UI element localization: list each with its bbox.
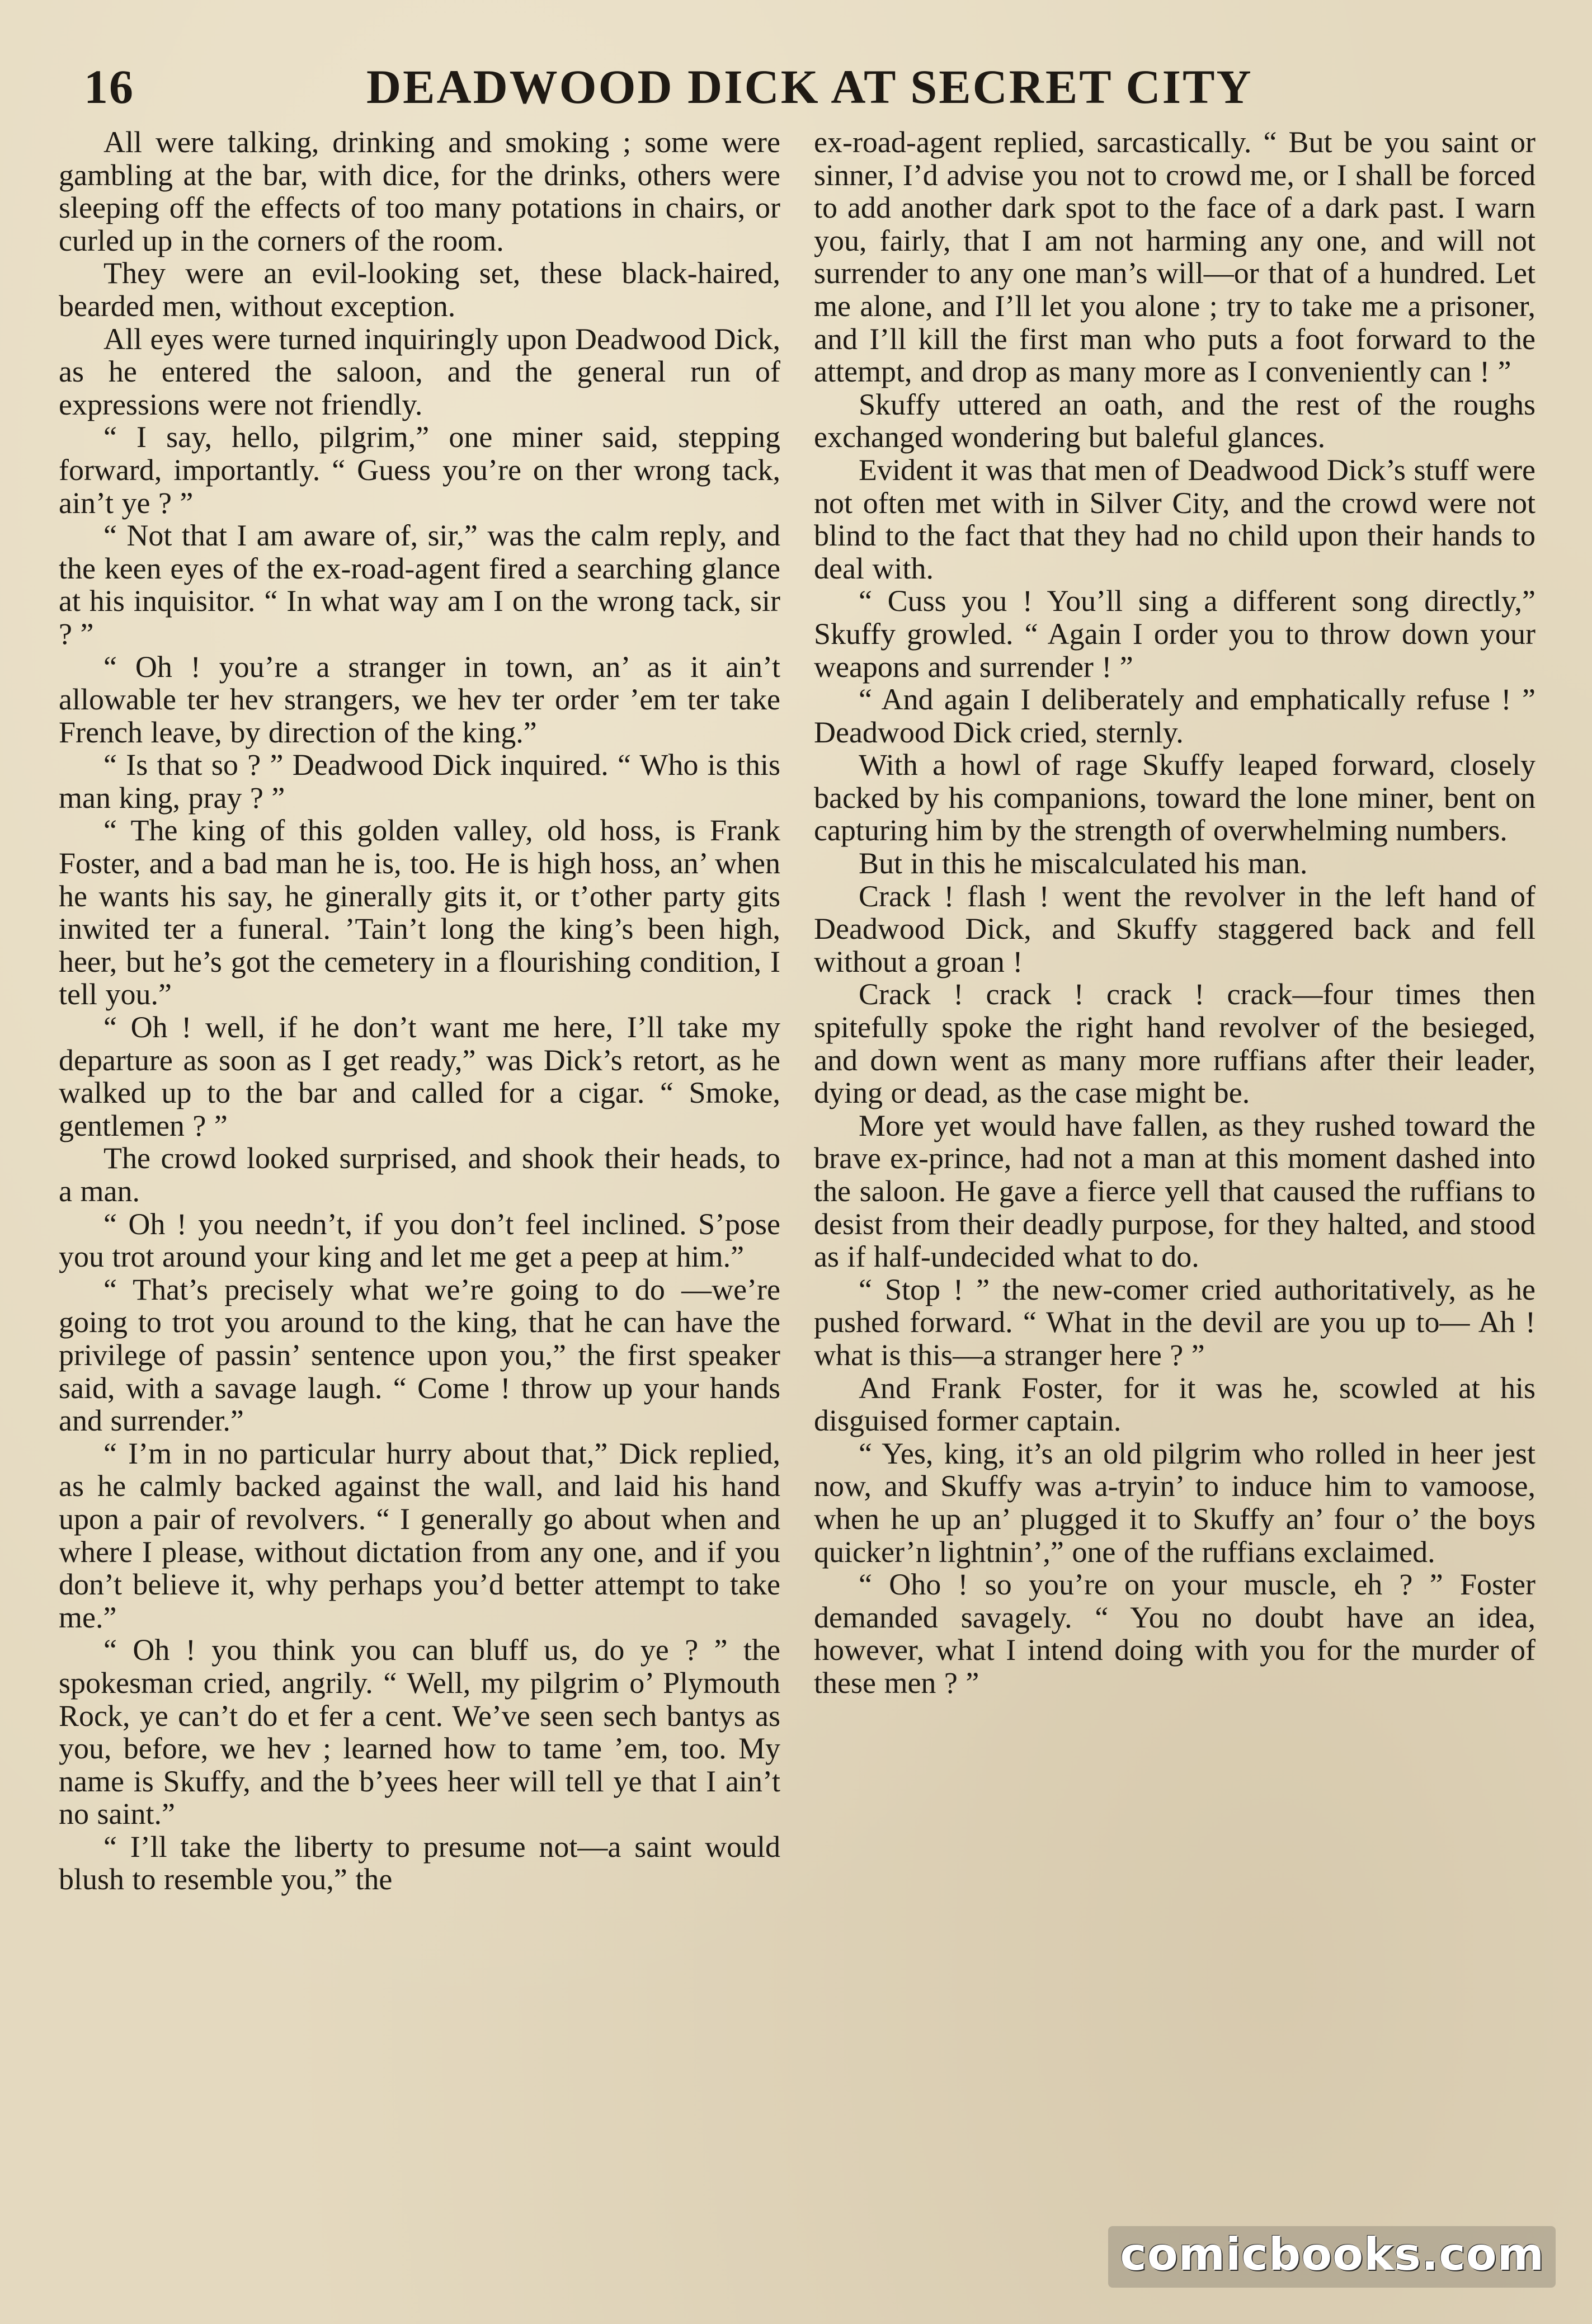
paragraph: “ I say, hello, pilgrim,” one miner said, stepping forward, importantly. “ Guess you’re on ther wrong tack, ain’t ye ? ”: [59, 420, 780, 520]
paragraph: The crowd looked surprised, and shook their heads, to a man.: [59, 1141, 780, 1208]
paragraph: And Frank Foster, for it was he, scowled at his disguised former captain.: [814, 1371, 1536, 1438]
paragraph: They were an evil-looking set, these black-haired, bearded men, without exception.: [59, 256, 780, 323]
paragraph: “ And again I deliberately and emphatically refuse ! ” Deadwood Dick cried, sternly.: [814, 683, 1536, 749]
paragraph: “ Not that I am aware of, sir,” was the calm reply, and the keen eyes of the ex-road-agent fired a searching glance at his inquisitor. “ In what way am I on the wrong tack, sir ? ”: [59, 519, 780, 651]
paragraph: But in this he miscalculated his man.: [859, 846, 1308, 881]
paragraph: Evident it was that men of Deadwood Dick’s stuff were not often met with in Silver City, and the crowd were not blind to the fact that they had no child upon their hands to deal with.: [814, 453, 1536, 585]
paragraph: “ Oh ! well, if he don’t want me here, I’ll take my departure as soon as I get ready,” was Dick’s retort, as he walked up to the bar and called for a cigar. “ Smoke, gentlemen ? ”: [59, 1010, 780, 1142]
paragraph: “ I’m in no particular hurry about that,” Dick replied, as he calmly backed against the wall, and laid his hand upon a pair of revolvers. “ I generally go about when and where I please, without dictation from any one, and if you don’t believe it, why perhaps you’d better attempt to take me.”: [59, 1436, 780, 1634]
watermark: comicbooks.com: [1120, 2228, 1544, 2280]
paragraph: “ Yes, king, it’s an old pilgrim who rolled in heer jest now, and Skuffy was a-tryin’ to induce him to vamoose, when he up an’ plugged it to Skuffy an’ four o’ the boys quicker’n lightnin’,” one of the ruffians exclaimed.: [814, 1436, 1536, 1569]
paragraph: “ Oh ! you think you can bluff us, do ye ? ” the spokesman cried, angrily. “ Well, my pilgrim o’ Plymouth Rock, ye can’t do et fer a cent. We’ve seen sech bantys as you, before, we hev ; learned how to tame ’em, too. My name is Skuffy, and the b’yees heer will tell ye that I ain’t no saint.”: [59, 1633, 780, 1831]
paragraph: With a howl of rage Skuffy leaped forward, closely backed by his companions, toward the lone miner, bent on capturing him by the strength of overwhelming numbers.: [814, 748, 1536, 848]
paragraph: “ The king of this golden valley, old hoss, is Frank Foster, and a bad man he is, too. He is high hoss, an’ when he wants his say, he ginerally gits it, or t’other party gits inwited ter a funeral. ’Tain’t long the king’s been high, heer, but he’s got the cemetery in a flourishing condition, I tell you.”: [59, 813, 780, 1012]
paragraph: “ I’ll take the liberty to presume not—a saint would blush to resemble you,” the: [59, 1829, 780, 1897]
paragraph: “ Stop ! ” the new-comer cried authoritatively, as he pushed forward. “ What in the devil are you up to— Ah ! what is this—a stranger here ? ”: [814, 1272, 1536, 1372]
paragraph: All eyes were turned inquiringly upon Deadwood Dick, as he entered the saloon, and the general run of expressions were not friendly.: [59, 322, 780, 421]
paragraph: “ Is that so ? ” Deadwood Dick inquired. “ Who is this man king, pray ? ”: [59, 748, 780, 815]
paragraph: “ Cuss you ! You’ll sing a different song directly,” Skuffy growled. “ Again I order you to throw down your weapons and surrender ! ”: [814, 584, 1536, 684]
paragraph: “ Oh ! you needn’t, if you don’t feel inclined. S’pose you trot around your king and let me get a peep at him.”: [59, 1207, 780, 1274]
paragraph: “ Oho ! so you’re on your muscle, eh ? ” Foster demanded savagely. “ You no doubt have an idea, however, what I intend doing with you for the murder of these men ? ”: [814, 1568, 1536, 1700]
left-column: [59, 126, 780, 1896]
paragraph: Crack ! flash ! went the revolver in the left hand of Deadwood Dick, and Skuffy staggered back and fell without a groan !: [814, 879, 1536, 978]
paragraph: “ That’s precisely what we’re going to do —we’re going to trot you around to the king, that he can have the privilege of passin’ sentence upon you,” the first speaker said, with a savage laugh. “ Come ! throw up your hands and surrender.”: [59, 1272, 780, 1438]
paragraph: Crack ! crack ! crack ! crack—four times then spitefully spoke the right hand revolver of the besieged, and down went as many more ruffians after their leader, dying or dead, as the case might be.: [814, 977, 1536, 1110]
paragraph: “ Oh ! you’re a stranger in town, an’ as it ain’t allowable ter hev strangers, we hev ter order ’em ter take French leave, by direction of the king.”: [59, 650, 780, 749]
right-column: [814, 126, 1536, 1700]
paragraph: More yet would have fallen, as they rushed toward the brave ex-prince, had not a man at this moment dashed into the saloon. He gave a fierce yell that caused the ruffians to desist from their deadly purpose, for they halted, and stood as if half-undecided what to do.: [814, 1108, 1536, 1274]
page-header: [62, 53, 1538, 126]
page-number: 16: [84, 60, 134, 114]
paragraph: Skuffy uttered an oath, and the rest of the roughs exchanged wondering but baleful glances.: [814, 387, 1536, 454]
paragraph: All were talking, drinking and smoking ; some were gambling at the bar, with dice, for the drinks, others were sleeping off the effects of too many potations in chairs, or curled up in the corners of the room.: [59, 125, 780, 257]
running-title: DEADWOOD DICK AT SECRET CITY: [366, 60, 1253, 114]
paragraph: ex-road-agent replied, sarcastically. “ But be you saint or sinner, I’d advise you not to crowd me, or I shall be forced to add another dark spot to the face of a dark past. I warn you, fairly, that I am not harming any one, and will not surrender to any one man’s will—or that of a hundred. Let me alone, and I’ll let you alone ; try to take me a prisoner, and I’ll kill the first man who puts a foot forward to the attempt, and drop as many more as I conveniently can ! ”: [814, 125, 1536, 389]
